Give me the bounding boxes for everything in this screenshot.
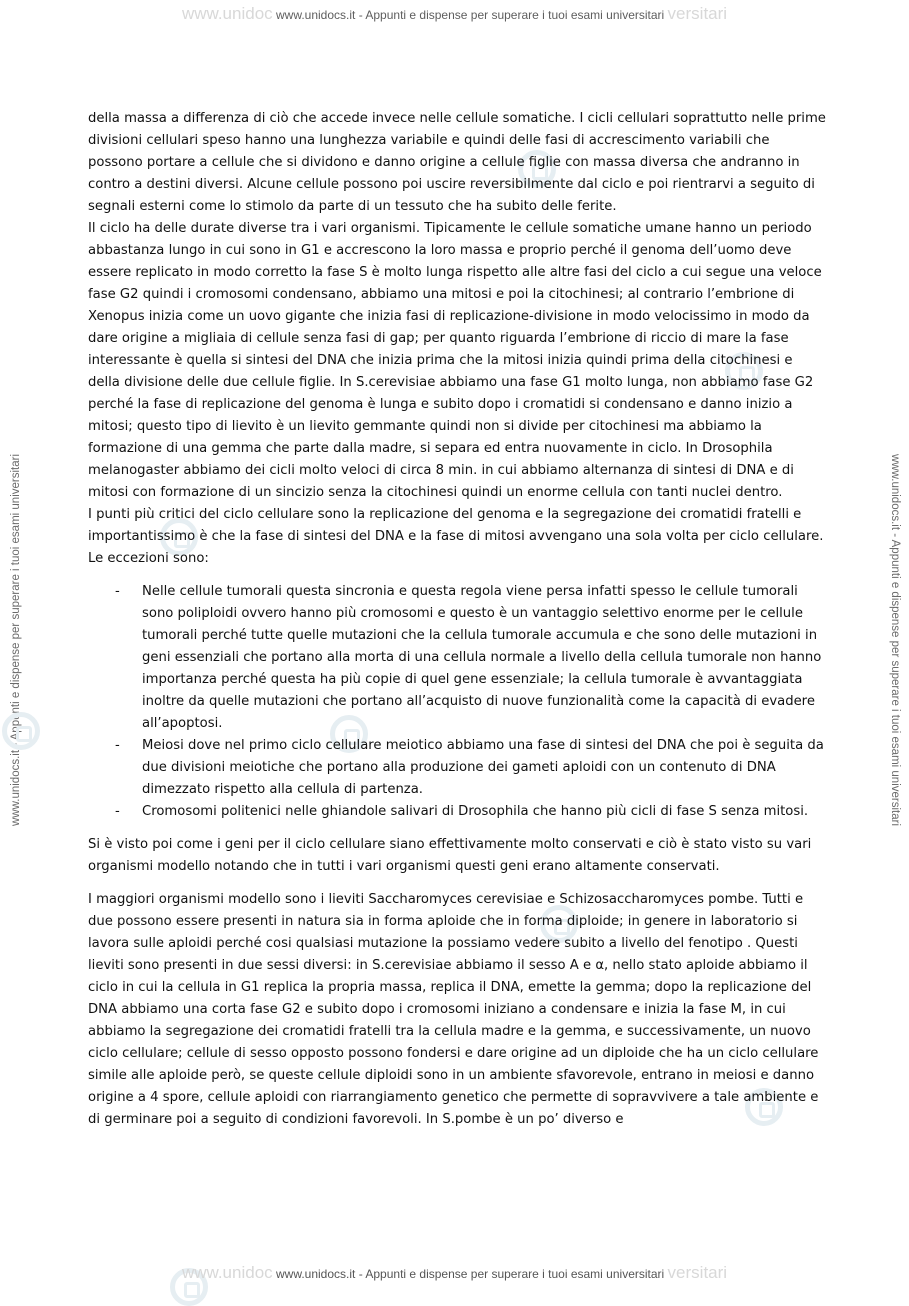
list-item-text: Cromosomi politenici nelle ghiandole salivari di Drosophila che hanno più cicli di fase S senza mitosi.: [142, 804, 809, 819]
paragraph-cycle-durations: Il ciclo ha delle durate diverse tra i vari organismi. Tipicamente le cellule somatiche umane hanno un periodo abbastanza lungo in cui sono in G1 e accrescono la loro massa e proprio perché il genoma dell’uomo deve essere replicato in modo corretto la fase S è molto lunga rispetto alle altre fasi del ciclo a cui segue una veloce fase G2 quindi i cromosomi condensano, abbiamo una mitosi e poi la citochinesi; al contrario l’embrione di Xenopus inizia come un uovo gigante che inizia fasi di replicazione-divisione in modo velocissimo in modo da dare origine a migliaia di cellule senza fasi di gap; per quanto riguarda l’embrione di riccio di mare la fase interessante è quella si sintesi del DNA che inizia prima che la mitosi inizia quindi prima della citochinesi e della divisione delle due cellule figlie. In S.cerevisiae abbiamo una fase G1 molto lunga, non abbiamo fase G2 perché la fase di replicazione del genoma è lunga e subito dopo i cromatidi si condensano e danno inizio a mitosi; questo tipo di lievito è un lievito gemmante quindi non si divide per citochinesi ma abbiamo la formazione di una gemma che parte dalla madre, si separa ed entra nuovamente in ciclo. In Drosophila melanogaster abbiamo dei cicli molto veloci di circa 8 min. in cui abbiamo alternanza di sintesi di DNA e di mitosi con formazione di un sincizio senza la citochinesi quindi un enorme cellula con tanti nuclei dentro.: [88, 221, 822, 500]
list-item: [88, 581, 826, 735]
left-side-text: www.unidocs.it - Appunti e dispense per superare i tuoi esami universitari: [10, 453, 22, 827]
list-item: [88, 735, 826, 801]
list-item-text: Meiosi dove nel primo ciclo cellulare meiotico abbiamo una fase di sintesi del DNA che poi è seguita da due divisioni meiotiche che portano alla produzione dei gameti aploidi con un contenuto di DNA dimezzato rispetto alla cellula di partenza.: [142, 738, 824, 797]
document-body: [88, 108, 826, 1131]
paragraph-model-organisms: I maggiori organismi modello sono i lieviti Saccharomyces cerevisiae e Schizosaccharomyces pombe. Tutti e due possono essere presenti in natura sia in forma aploide che in forma diploide; in genere in laboratorio si lavora sulle aploidi perché cosi qualsiasi mutazione la possiamo vedere subito a livello del fenotipo . Questi lieviti sono presenti in due sessi diversi: in S.cerevisiae abbiamo il sesso A e α, nello stato aploide abbiamo il ciclo in cui la cellula in G1 replica la propria massa, replica il DNA, emette la gemma; dopo la replicazione del DNA abbiamo una corta fase G2 e subito dopo i cromosomi iniziano a condensare e inizia la fase M, in cui abbiamo la segregazione dei cromatidi fratelli tra la cellula madre e la gemma, e successivamente, un nuovo ciclo cellulare; cellule di sesso opposto possono fondersi e dare origine ad un diploide che ha un ciclo cellulare simile alle aploide però, se queste cellule diploidi sono in un ambiente sfavorevole, entrano in meiosi e danno origine a 4 spore, cellule aploidi con riarrangiamento genetico che permette di sopravvivere a tale ambiente e di germinare poi a seguito di condizioni favorevoli. In S.pombe è un po’ diverso e: [88, 892, 819, 1127]
list-marker: -: [115, 584, 120, 599]
header-text: www.unidocs.it - Appunti e dispense per superare i tuoi esami universitari: [276, 8, 665, 22]
list-marker: -: [115, 738, 120, 753]
paragraph-conserved-genes: Si è visto poi come i geni per il ciclo cellulare siano effettivamente molto conservati e ciò è stato visto su vari organismi modello notando che in tutti i vari organismi questi geni erano altamente conservati.: [88, 837, 812, 874]
list-item-text: Nelle cellule tumorali questa sincronia e questa regola viene persa infatti spesso le cellule tumorali sono poliploidi ovvero hanno più cromosomi e questo è un vantaggio selettivo enorme per le cellule tumorali perché tutte quelle mutazioni che la cellula tumorale accumula e che sono delle mutazioni in geni essenziali che portano alla morta di una cellula normale a livello della cellula tumorale non hanno importanza perché questa ha più copie di quel gene essenziale; la cellula tumorale è avvantaggiata inoltre da quelle mutazioni che portano all’acquisto di nuove funzionalità come la capacità di evadere all’apoptosi.: [142, 584, 822, 731]
paragraph-mass: della massa a differenza di ciò che accede invece nelle cellule somatiche. I cicli cellulari soprattutto nelle prime divisioni cellulari speso hanno una lunghezza variabile e quindi delle fasi di accrescimento variabili che possono portare a cellule che si dividono e danno origine a cellule figlie con massa diversa che andranno in contro a destini diversi. Alcune cellule possono poi uscire reversibilmente dal ciclo e poi rientrarvi a seguito di segnali esterni come lo stimolo da parte di un tessuto che ha subito delle ferite.: [88, 111, 826, 214]
left-side-watermark: [6, 200, 26, 1080]
header-watermark-banner: [0, 4, 909, 24]
header-ghost-right: versitari: [667, 4, 728, 23]
list-item: [88, 801, 826, 823]
right-side-watermark: [885, 200, 905, 1080]
list-marker: -: [115, 804, 120, 819]
footer-text: www.unidocs.it - Appunti e dispense per superare i tuoi esami universitari: [276, 1267, 665, 1281]
exceptions-list: [88, 581, 826, 823]
paragraph-critical-points: I punti più critici del ciclo cellulare sono la replicazione del genoma e la segregazione dei cromatidi fratelli e importantissimo è che la fase di sintesi del DNA e la fase di mitosi avvengano una sola volta per ciclo cellulare. Le eccezioni sono:: [88, 507, 824, 566]
footer-ghost-right: versitari: [667, 1263, 728, 1282]
footer-watermark-banner: [0, 1263, 909, 1283]
footer-ghost-left: www.unidoc: [181, 1263, 273, 1282]
header-ghost-left: www.unidoc: [181, 4, 273, 23]
watermark-logo-icon: [2, 712, 40, 750]
right-side-text: www.unidocs.it - Appunti e dispense per superare i tuoi esami universitari: [889, 453, 901, 827]
